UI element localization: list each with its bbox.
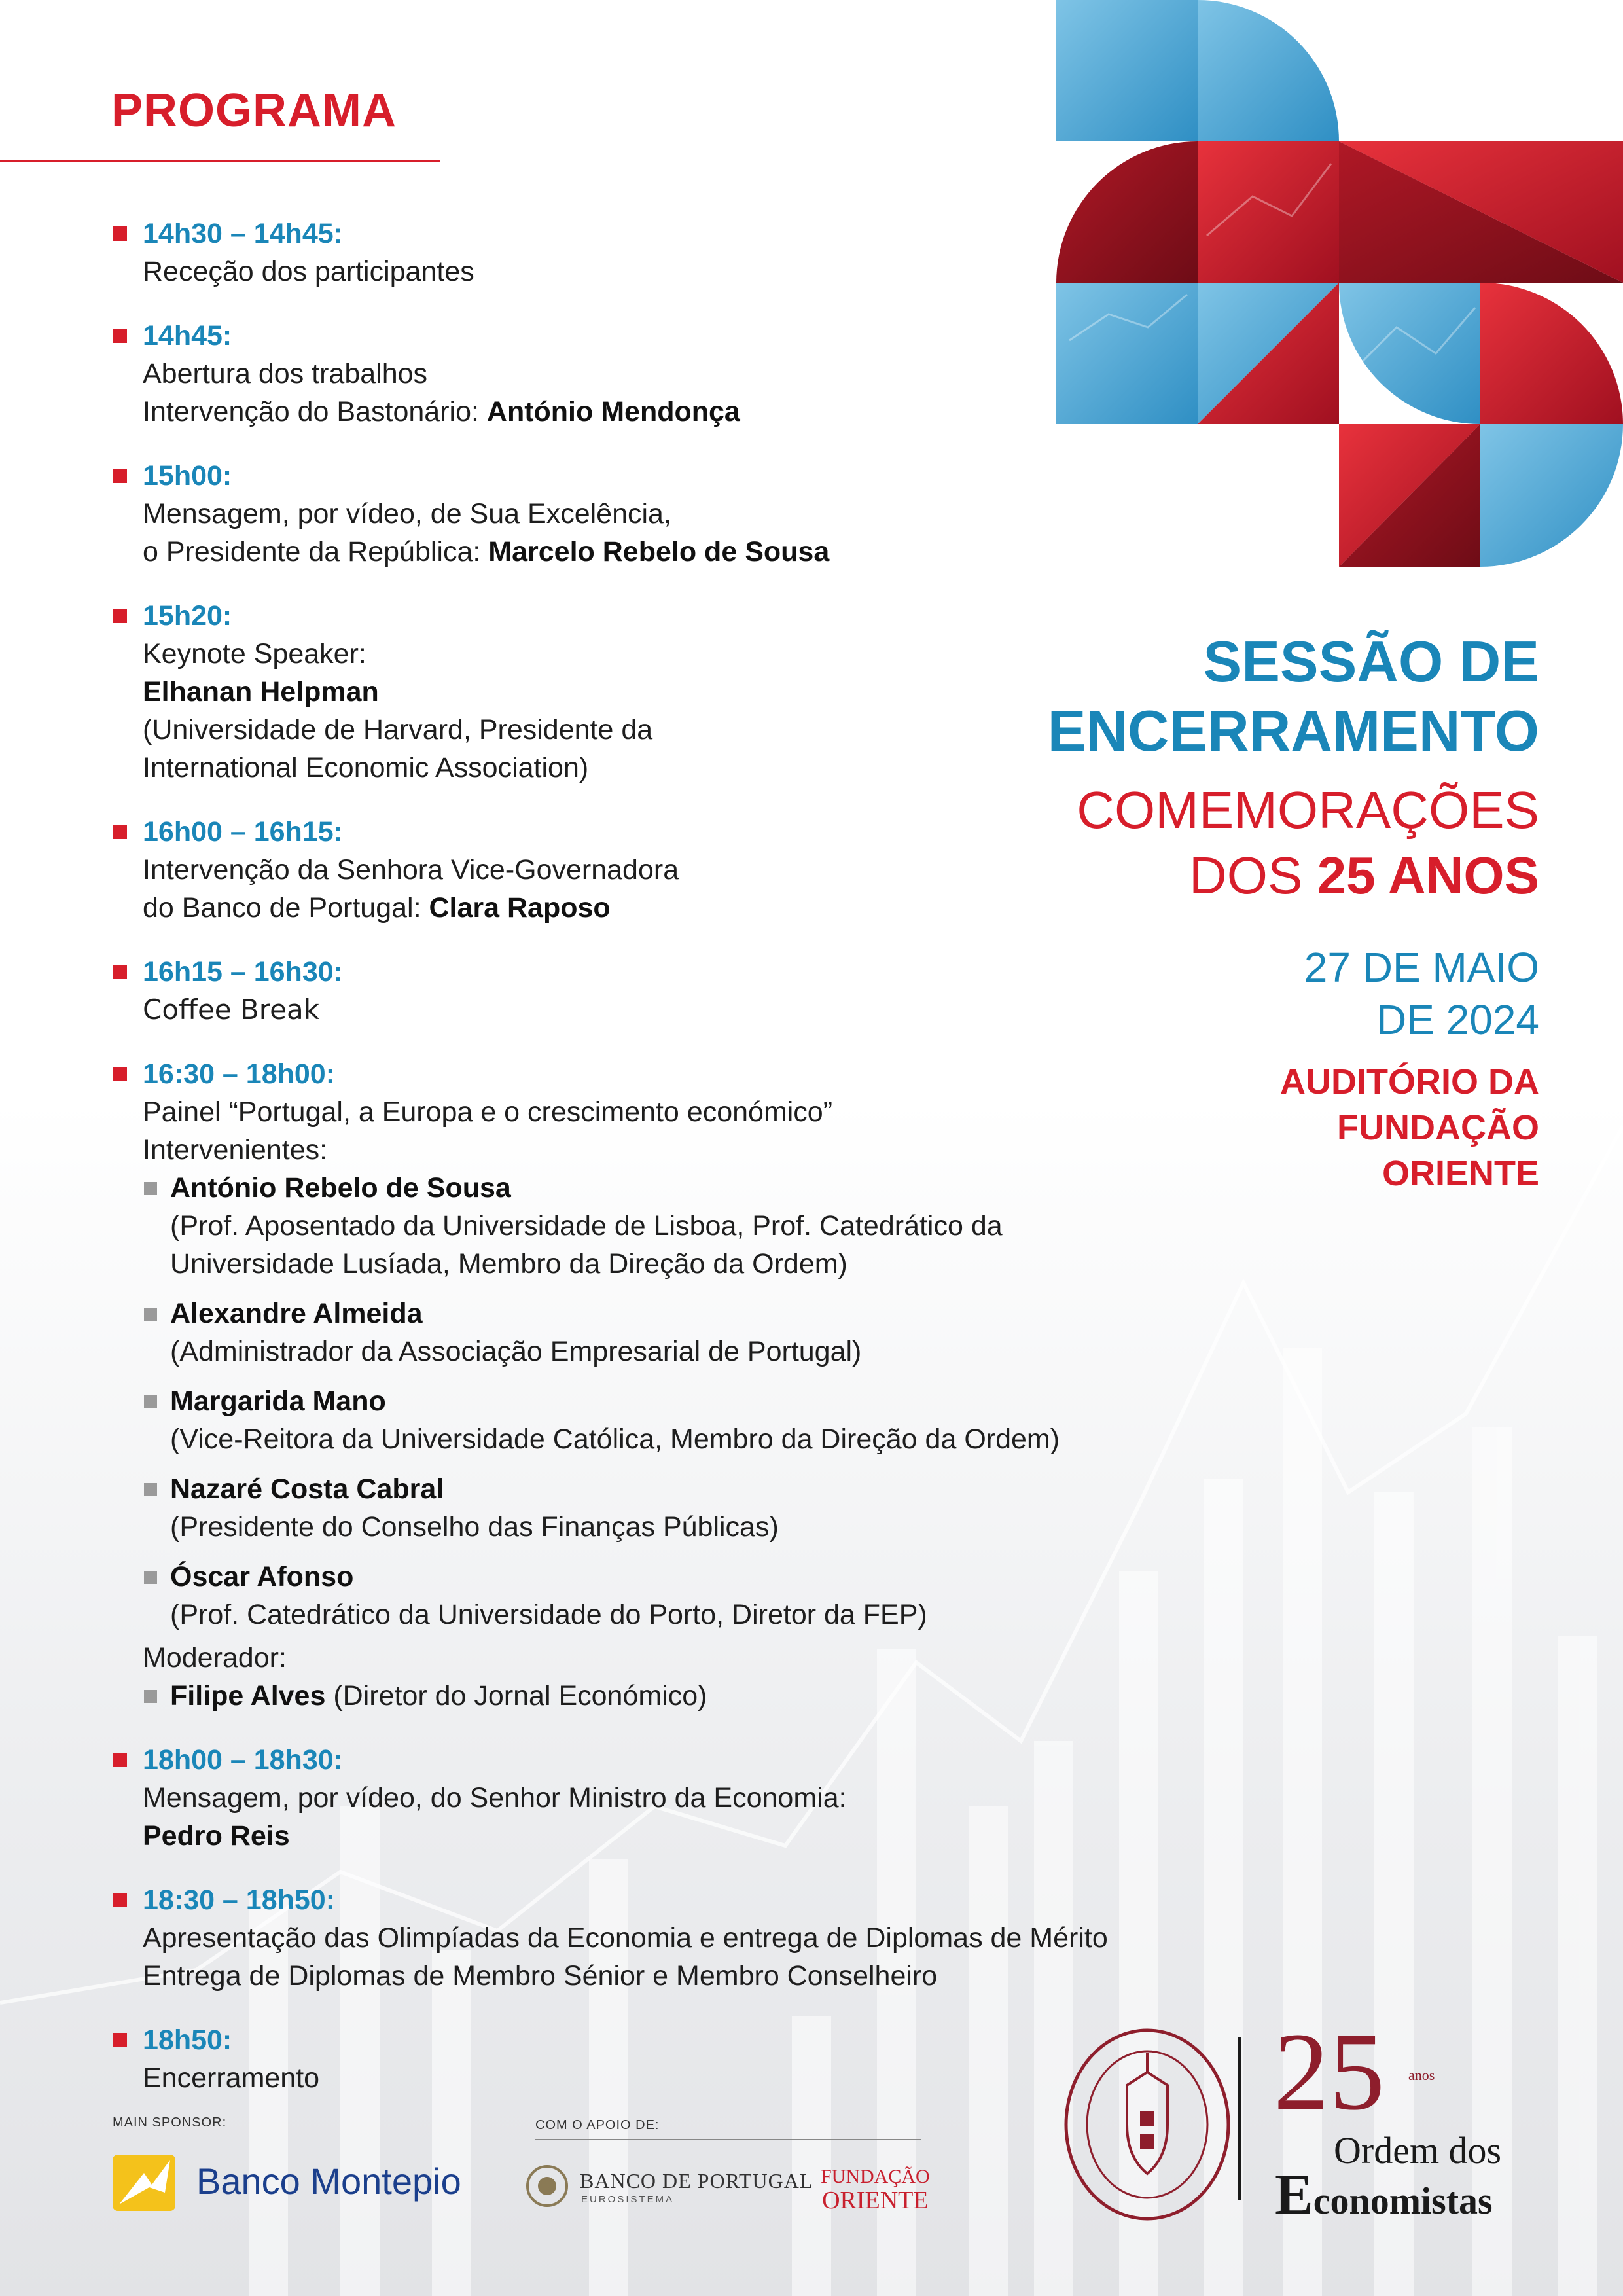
fundacao-oriente-logo [821, 2165, 930, 2212]
speaker-name: Elhanan Helpman [143, 676, 379, 708]
fundacao-oriente-line2: ORIENTE [822, 2187, 929, 2214]
ordem-logo-initial: E [1275, 2163, 1313, 2227]
agenda-time: 16h00 – 16h15: [143, 816, 343, 848]
event-venue-line3: ORIENTE [1382, 1154, 1539, 1193]
event-title-block [885, 627, 1539, 1196]
speaker-name: Clara Raposo [429, 892, 611, 924]
agenda-time: 15h00: [143, 460, 232, 492]
speaker-name: Margarida Mano [170, 1386, 386, 1417]
panel-speaker [143, 1470, 1263, 1546]
title-underline [0, 160, 440, 162]
speaker-description: (Administrador da Associação Empresarial de Portugal) [170, 1336, 862, 1367]
moderator-name: Filipe Alves [170, 1680, 326, 1712]
speaker-description: (Prof. Catedrático da Universidade do Porto, Diretor da FEP) [170, 1599, 927, 1630]
logo-divider [1238, 2037, 1241, 2200]
ordem-seal-icon [1063, 2026, 1232, 2223]
agenda-time: 16h15 – 16h30: [143, 956, 343, 988]
event-date-line2: DE 2024 [1376, 996, 1539, 1043]
support-divider [535, 2139, 921, 2140]
agenda-text: Intervenção da Senhora Vice-Governadora [143, 854, 679, 886]
speaker-description: (Prof. Aposentado da Universidade de Lisboa, Prof. Catedrático da [170, 1210, 1003, 1242]
ordem-logo-line1: Ordem dos [1334, 2129, 1502, 2172]
agenda-text-prefix: o Presidente da República: [143, 536, 489, 567]
agenda-time: 18h50: [143, 2024, 232, 2056]
event-date-line1: 27 DE MAIO [1304, 944, 1539, 991]
agenda-text: Mensagem, por vídeo, de Sua Excelência, [143, 498, 671, 529]
agenda-text: Coffee Break [143, 994, 320, 1026]
ordem-logo-text [1275, 2128, 1502, 2227]
speaker-name: Pedro Reis [143, 1820, 290, 1852]
speaker-description: (Presidente do Conselho das Finanças Públicas) [170, 1511, 779, 1543]
agenda-text: Encerramento [143, 2062, 320, 2094]
event-venue-line1: AUDITÓRIO DA [1280, 1062, 1539, 1102]
event-title-line2: ENCERRAMENTO [1047, 698, 1539, 763]
speaker-name: Nazaré Costa Cabral [170, 1473, 444, 1505]
agenda-time: 16:30 – 18h00: [143, 1058, 336, 1090]
agenda-text: Entrega de Diplomas de Membro Sénior e Membro Conselheiro [143, 1960, 938, 1992]
moderator-line [170, 1677, 1263, 1715]
anniversary-anos: anos [1408, 2067, 1435, 2083]
main-sponsor-label: MAIN SPONSOR: [113, 2115, 227, 2130]
event-title-line1: SESSÃO DE [1203, 629, 1539, 694]
main-sponsor-name: Banco Montepio [196, 2161, 461, 2202]
panel-speaker [143, 1295, 1263, 1371]
speaker-name: António Mendonça [486, 396, 740, 427]
event-subtitle-prefix: DOS [1189, 846, 1317, 905]
event-venue-line2: FUNDAÇÃO [1337, 1108, 1539, 1147]
event-subtitle-anniversary: 25 ANOS [1317, 846, 1539, 905]
event-venue [885, 1059, 1539, 1196]
agenda-time: 14h30 – 14h45: [143, 218, 343, 249]
speaker-description: Universidade Lusíada, Membro da Direção da Ordem) [170, 1248, 847, 1280]
speaker-name: Marcelo Rebelo de Sousa [488, 536, 830, 567]
speaker-name: António Rebelo de Sousa [170, 1172, 511, 1204]
agenda-item [111, 1741, 1263, 1855]
panel-moderator [143, 1677, 1263, 1715]
agenda-text: Receção dos participantes [143, 256, 474, 287]
fundacao-oriente-line1: FUNDAÇÃO [821, 2166, 930, 2187]
program-title: PROGRAMA [111, 84, 397, 137]
decorative-mosaic-graphic [1056, 0, 1623, 567]
agenda-text: Mensagem, por vídeo, do Senhor Ministro da Economia: [143, 1782, 847, 1814]
agenda-item [111, 1881, 1263, 1995]
agenda-time: 18h00 – 18h30: [143, 1744, 343, 1776]
agenda-text-prefix: do Banco de Portugal: [143, 892, 429, 924]
support-label: COM O APOIO DE: [535, 2118, 660, 2132]
panel-speaker [143, 1558, 1263, 1634]
speakers-label: Intervenientes: [143, 1134, 328, 1166]
moderator-label: Moderador: [143, 1642, 287, 1674]
panel-title: Painel “Portugal, a Europa e o crescimento económico” [143, 1096, 833, 1128]
speaker-description: (Vice-Reitora da Universidade Católica, Membro da Direção da Ordem) [170, 1424, 1060, 1455]
agenda-text-prefix: Intervenção do Bastonário: [143, 396, 487, 427]
banco-de-portugal-name: BANCO DE PORTUGAL [580, 2169, 813, 2193]
anniversary-number: 25 [1274, 2010, 1385, 2133]
event-subtitle-line2 [885, 843, 1539, 908]
ordem-logo-rest: conomistas [1313, 2179, 1493, 2222]
agenda-text: Keynote Speaker: [143, 638, 366, 670]
agenda-text: Apresentação das Olimpíadas da Economia e entrega de Diplomas de Mérito [143, 1922, 1108, 1954]
speaker-description: International Economic Association) [143, 752, 589, 783]
agenda-time: 14h45: [143, 320, 232, 351]
moderator-description: (Diretor do Jornal Económico) [325, 1680, 707, 1712]
speaker-name: Alexandre Almeida [170, 1298, 423, 1329]
event-date [885, 941, 1539, 1046]
agenda-time: 15h20: [143, 600, 232, 632]
speaker-description: (Universidade de Harvard, Presidente da [143, 714, 653, 745]
ordem-logo-line2 [1275, 2163, 1501, 2227]
event-subtitle-line1: COMEMORAÇÕES [1077, 781, 1539, 839]
agenda-time: 18:30 – 18h50: [143, 1884, 336, 1916]
panel-speaker [143, 1382, 1263, 1458]
event-subtitle [885, 778, 1539, 908]
speaker-name: Óscar Afonso [170, 1561, 354, 1592]
banco-de-portugal-subtitle: EUROSISTEMA [581, 2194, 675, 2205]
agenda-text: Abertura dos trabalhos [143, 358, 428, 389]
